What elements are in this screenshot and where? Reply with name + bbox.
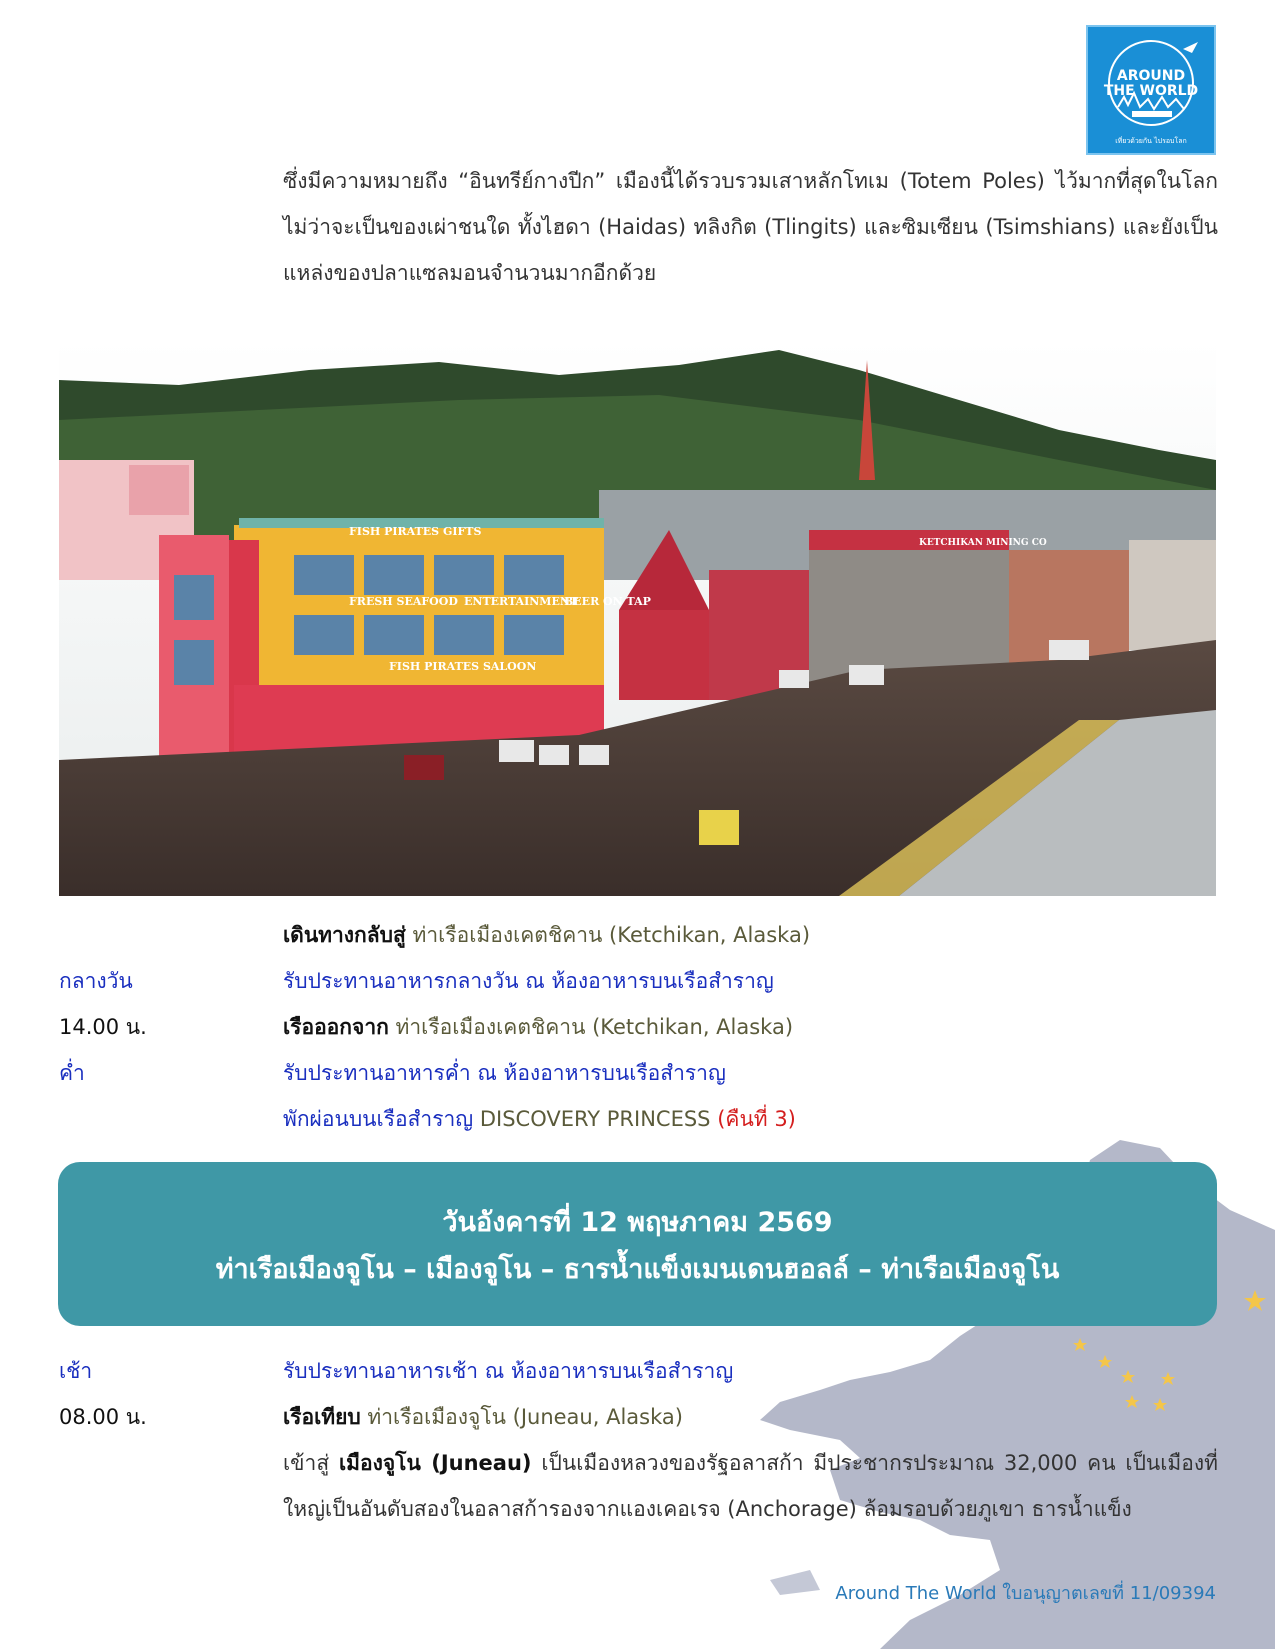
logo-text-the-world: THE WORLD [1103,83,1199,99]
schedule-action: รับประทานอาหารค่ำ ณ ห้องอาหารบนเรือสำราญ [283,1061,726,1085]
schedule-place: ท่าเรือเมืองเคตชิคาน (Ketchikan, Alaska) [395,1015,794,1039]
schedule-action: รับประทานอาหารกลางวัน ณ ห้องอาหารบนเรือสำราญ [283,969,774,993]
company-logo [1086,25,1216,155]
photo-sign-text: KETCHIKAN MINING CO [919,538,1047,548]
intro-paragraph: ซึ่งมีความหมายถึง “อินทรีย์กางปีก” เมืองนี้ได้รวบรวมเสาหลักโทเม (Totem Poles) ไว้มากที่สุดในโลก ไม่ว่าจะเป็นของเผ่าชนใด ทั้งไฮดา (Haidas) ทลิงกิต (Tlingits) และซิมเซียน (Tsimshians) และยังเป็นแหล่งของปลาแซลมอนจำนวนมากอีกด้วย [283,169,1218,285]
schedule-action: พักผ่อนบนเรือสำราญ [283,1107,474,1131]
logo-tagline: เที่ยวด้วยกัน ไปรอบโลก [1115,137,1187,145]
juneau-description: เป็นเมืองหลวงของรัฐอลาสก้า มีประชากรประมาณ 32,000 คน เป็นเมืองที่ใหญ่เป็นอันดับสองในอลาสก้ารองจากแองเคอเรจ (Anchorage) ล้อมรอบด้วยภูเขา ธารน้ำแข็ง [283,1451,1218,1521]
schedule-row [59,958,1219,1004]
juneau-paragraph [283,1440,1218,1532]
footer-license: Around The World ใบอนุญาตเลขที่ 11/09394 [835,1583,1216,1604]
schedule-action: เรือเทียบ [283,1405,361,1429]
schedule-row [59,1004,1219,1050]
schedule-action: รับประทานอาหารเช้า ณ ห้องอาหารบนเรือสำราญ [283,1359,734,1383]
schedule-time: เช้า [59,1359,93,1383]
ship-name: DISCOVERY PRINCESS [479,1107,711,1131]
schedule-action: เรือออกจาก [283,1015,389,1039]
schedule-time: 08.00 น. [59,1405,147,1429]
day-banner [58,1162,1217,1326]
logo-text-around: AROUND [1116,68,1186,84]
schedule-row [59,912,1219,958]
juneau-prefix: เข้าสู่ [283,1451,330,1475]
photo-sign-text: FISH PIRATES GIFTS [349,525,482,538]
banner-route: ท่าเรือเมืองจูโน – เมืองจูโน – ธารน้ำแข็งเมนเดนฮอลล์ – ท่าเรือเมืองจูโน [215,1254,1060,1285]
photo-sign-text: FRESH SEAFOOD [349,595,458,608]
photo-sign-text: ENTERTAINMENT [464,595,579,608]
banner-date: วันอังคารที่ 12 พฤษภาคม 2569 [442,1207,833,1238]
schedule-place: ท่าเรือเมืองเคตชิคาน (Ketchikan, Alaska) [412,923,811,947]
schedule-time: กลางวัน [59,969,133,993]
juneau-city: เมืองจูโน (Juneau) [338,1451,532,1475]
schedule-action: เดินทางกลับสู่ [283,923,406,947]
ketchikan-photo [59,340,1216,896]
schedule-row [59,1096,1219,1142]
night-number: (คืนที่ 3) [717,1107,796,1131]
schedule-row [59,1050,1219,1096]
schedule-time: 14.00 น. [59,1015,147,1039]
schedule-place: ท่าเรือเมืองจูโน (Juneau, Alaska) [367,1405,683,1429]
schedule-row [59,1394,1219,1440]
photo-sign-text: BEER ON TAP [564,595,651,608]
schedule-time: ค่ำ [59,1061,85,1085]
schedule-row [59,1348,1219,1394]
photo-sign-text: FISH PIRATES SALOON [389,660,537,673]
